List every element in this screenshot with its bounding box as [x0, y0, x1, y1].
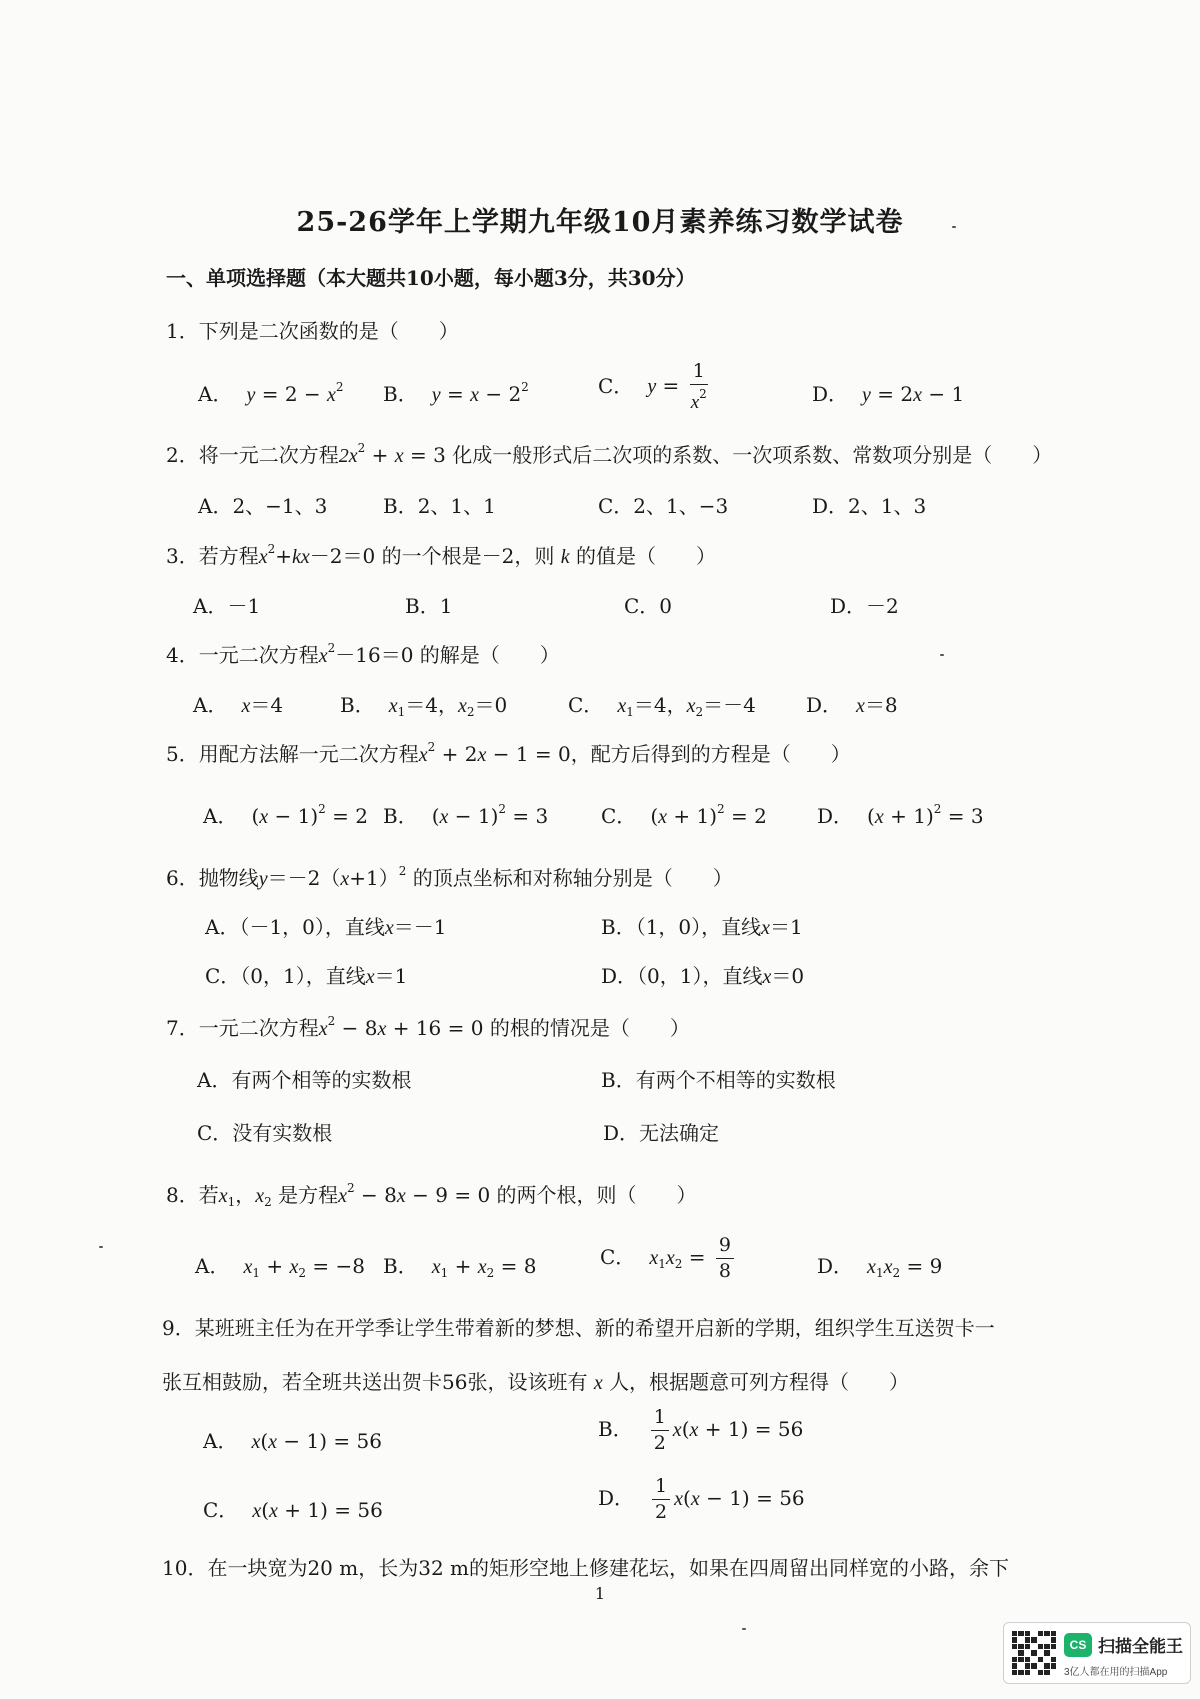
q1-option-b: B． $y = x - 2^2$ [383, 380, 529, 406]
watermark-app-name: 扫描全能王 [1098, 1637, 1183, 1656]
page-number: 1 [594, 1584, 606, 1603]
page-title: 25-26学年上学期九年级10月素养练习数学试卷 [296, 207, 904, 238]
q5-option-d: D． $(x + 1)^2 = 3$ [817, 802, 984, 828]
question-8: 8．若$x_1$，$x_2$ 是方程$x^2 - 8x - 9 = 0$ 的两个根，则（ ） [166, 1181, 697, 1209]
q4-option-a: A． x＝4 [193, 693, 284, 717]
question-1: 1．下列是二次函数的是（ ） [166, 319, 459, 343]
section-title: 一、单项选择题（本大题共10小题，每小题3分，共30分） [166, 266, 696, 290]
q3-option-d: D．－2 [830, 594, 899, 618]
q4-option-b: B． $x_1=4$，$x_2=0$ [340, 693, 508, 719]
q7-option-d: D．无法确定 [603, 1121, 720, 1145]
q2-option-b: B．2、1、1 [383, 494, 496, 518]
q8-option-a: A． $x_1 + x_2 = -8$ [195, 1254, 365, 1280]
q6-option-d: D．（0，1），直线x＝0 [601, 964, 805, 988]
question-4: 4．一元二次方程$x^2-16=0$ 的解是（ ） [166, 641, 560, 667]
q8-option-d: D． $x_1x_2 = 9$ [817, 1254, 943, 1280]
q6-option-c: C．（0，1），直线x＝1 [205, 964, 408, 988]
scan-speck [940, 654, 944, 656]
question-10-line1: 10．在一块宽为20 m，长为32 m的矩形空地上修建花坛，如果在四周留出同样宽的小路，余下 [162, 1556, 1009, 1580]
scan-speck [99, 1246, 103, 1248]
question-5: 5．用配方法解一元二次方程$x^2 + 2x - 1 = 0$，配方后得到的方程是（ ） [166, 740, 851, 766]
question-3: 3．若方程$x^2+kx-2=0$ 的一个根是－2，则 k 的值是（ ） [166, 542, 716, 568]
q9-option-d: D． $\frac{1}{2}$ x(x − 1) = 56 [598, 1475, 805, 1523]
q5-option-b: B． $(x - 1)^2 = 3$ [383, 802, 549, 828]
scan-speck [952, 226, 956, 228]
qr-code-icon [1012, 1631, 1056, 1675]
q7-option-b: B．有两个不相等的实数根 [601, 1068, 836, 1092]
question-9-line2: 张互相鼓励，若全班共送出贺卡56张，设该班有 x 人，根据题意可列方程得（ ） [162, 1370, 910, 1394]
question-7: 7．一元二次方程$x^2 - 8x + 16 = 0$ 的根的情况是（ ） [166, 1014, 690, 1040]
q7-option-c: C．没有实数根 [197, 1121, 333, 1145]
q1-option-c: C． y = $\frac{1}{x^2}$ [598, 360, 707, 413]
scanner-watermark [1003, 1622, 1191, 1684]
q7-option-a: A．有两个相等的实数根 [197, 1068, 412, 1092]
question-2: 2．将一元二次方程$2x^2 + x = 3$ 化成一般形式后二次项的系数、一次项系数、常数项分别是（ ） [166, 441, 1053, 467]
camscanner-logo-icon: CS [1064, 1633, 1092, 1657]
watermark-tagline: 3亿人都在用的扫描App [1064, 1667, 1168, 1678]
q3-option-b: B．1 [405, 594, 453, 618]
q8-option-b: B． $x_1 + x_2 = 8$ [383, 1254, 537, 1280]
q2-option-a: A．2、−1、3 [198, 494, 328, 518]
q9-option-a: A． x(x − 1) = 56 [203, 1429, 382, 1453]
q4-option-d: D． x＝8 [806, 693, 898, 717]
question-9-line1: 9．某班班主任为在开学季让学生带着新的梦想、新的希望开启新的学期，组织学生互送贺卡一 [162, 1316, 995, 1340]
q2-option-d: D．2、1、3 [812, 494, 927, 518]
q6-option-a: A．（－1，0），直线x＝－1 [205, 915, 447, 939]
q5-option-c: C． $(x + 1)^2 = 2$ [601, 802, 767, 828]
q8-option-c: C． $x_1x_2$ = $\frac{9}{8}$ [600, 1236, 738, 1281]
q5-option-a: A． $(x - 1)^2 = 2$ [203, 802, 368, 828]
q6-option-b: B．（1，0），直线x＝1 [601, 915, 803, 939]
q9-option-c: C． x(x + 1) = 56 [203, 1498, 383, 1522]
q9-option-b: B． $\frac{1}{2}$ x(x + 1) = 56 [598, 1406, 804, 1454]
q3-option-a: A．－1 [193, 594, 261, 618]
q4-option-c: C． $x_1=4$，$x_2=-4$ [568, 693, 756, 719]
q1-option-a: A． $y = 2 - x^2$ [198, 380, 344, 406]
q1-option-d: D． y = 2x − 1 [812, 382, 965, 406]
scan-speck [742, 1628, 746, 1630]
question-6: 6．抛物线$y=-2(x+1)^2$ 的顶点坐标和对称轴分别是（ ） [166, 864, 733, 890]
q3-option-c: C．0 [624, 594, 673, 618]
q2-option-c: C．2、1、−3 [598, 494, 729, 518]
